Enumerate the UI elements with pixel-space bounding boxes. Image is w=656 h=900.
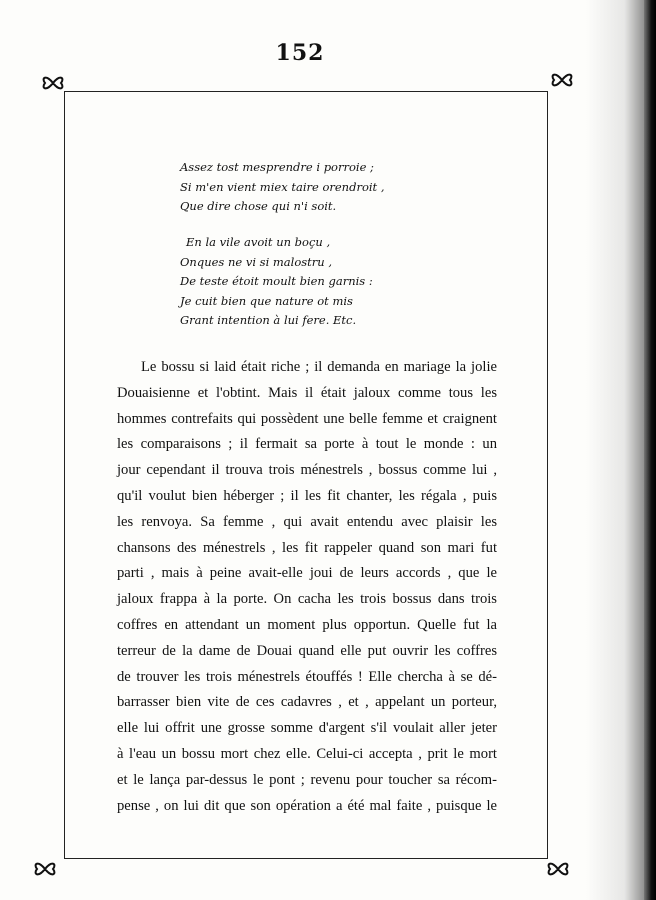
body-line: Le bossu si laid était riche ; il demanda en mariage la jolie (141, 359, 497, 375)
verse-line: Assez tost mesprendre i porroie ; (180, 160, 374, 174)
body-line: les comparaisons ; il fermait sa porte à tout le monde : un (117, 436, 497, 453)
verse-line: Que dire chose qui n'i soit. (180, 199, 337, 213)
body-line: et le lança par-dessus le pont ; revenu pour toucher sa récom- (117, 771, 497, 788)
verse-stanza-1 (180, 158, 420, 217)
body-line: parti , mais à peine avait-elle joui de leurs accords , que le (117, 565, 497, 582)
body-line: à l'eau un bossu mort chez elle. Celui-ci accepta , prit le mort (117, 745, 497, 762)
body-line: barrasser bien vite de ces cadavres , et , appelant un porteur, (117, 694, 497, 711)
page-number: 152 (275, 40, 325, 66)
body-paragraph (117, 355, 497, 819)
verse-line: En la vile avoit un boçu , (186, 235, 331, 249)
corner-ornament-icon (32, 856, 58, 882)
body-line: chansons des ménestrels , les fit rappeler quand son mari fut (117, 539, 497, 556)
verse-line: De teste étoit moult bien garnis : (180, 274, 373, 288)
verse-line: Onques ne vi si malostru , (180, 254, 332, 269)
verse-stanza-2 (180, 233, 420, 331)
body-line: terreur de la dame de Douai quand elle put ouvrir les coffres (117, 642, 497, 659)
book-gutter-edge (644, 0, 656, 900)
body-line: pense , on lui dit que son opération a été mal faite , puisque le (117, 797, 497, 814)
body-line: jour cependant il trouva trois ménestrels , bossus comme lui , (117, 462, 497, 479)
body-line: jaloux frappa à la porte. On cacha les trois bossus dans trois (117, 591, 497, 608)
body-line: Douaisienne et l'obtint. Mais il était jaloux comme tous les (117, 384, 497, 401)
verse-line: Grant intention à lui fere. Etc. (180, 313, 357, 327)
body-line: hommes contrefaits qui possèdent une belle femme et craignent (117, 410, 497, 427)
corner-ornament-icon (40, 70, 66, 96)
verse-line: Je cuit bien que nature ot mis (180, 293, 353, 308)
body-line: elle lui offrit une grosse somme d'argent s'il voulait aller jeter (117, 720, 497, 737)
body-line: les renvoya. Sa femme , qui avait entendu avec plaisir les (117, 513, 497, 530)
body-line: coffres en attendant un moment plus opportun. Quelle fut la (117, 616, 497, 633)
corner-ornament-icon (549, 67, 575, 93)
verse-line: Si m'en vient miex taire orendroit , (180, 179, 385, 194)
corner-ornament-icon (545, 856, 571, 882)
body-line: de trouver les trois ménestrels étouffés ! Elle chercha à se dé- (117, 668, 497, 685)
body-line: qu'il voulut bien héberger ; il les fit chanter, les régala , puis (117, 487, 497, 504)
